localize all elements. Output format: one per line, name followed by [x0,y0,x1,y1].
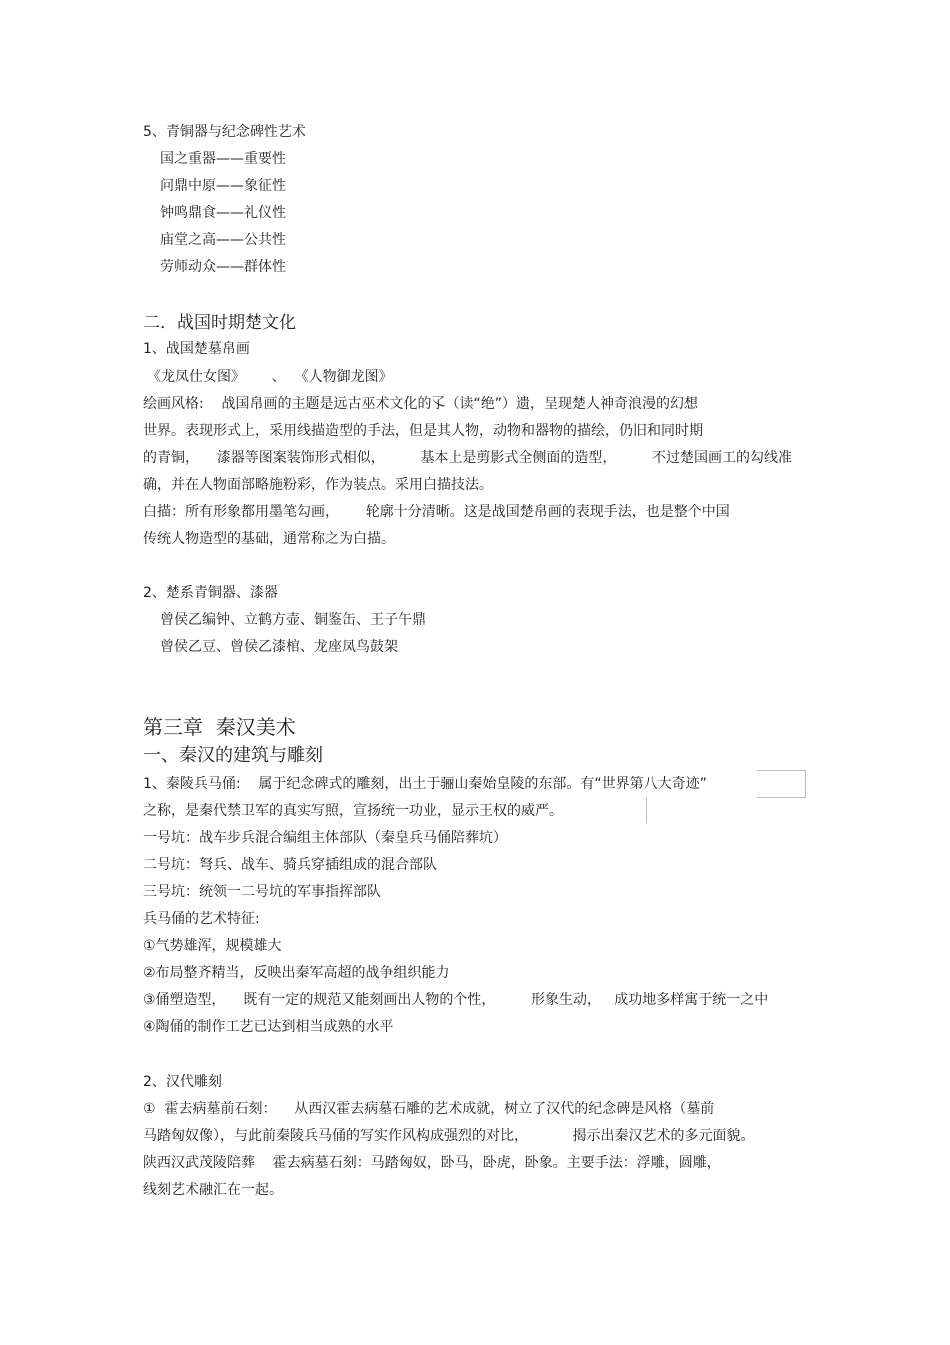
list-item: 曾侯乙编钟、立鹤方壶、铜鉴缶、王子午鼎 [160,612,426,628]
section-heading-chu: 二．战国时期楚文化 [143,313,296,333]
paragraph-line: 白描：所有形象都用墨笔勾画， 轮廓十分清晰。这是战国楚帛画的表现手法，也是整个中国 [143,504,730,520]
paragraph-line: 之称，是秦代禁卫军的真实写照，宣扬统一功业，显示王权的威严。 [143,803,563,819]
paragraph-line: 1、秦陵兵马俑: 属于纪念碑式的雕刻，出土于骊山秦始皇陵的东部。有“世界第八大奇迹” [143,776,707,792]
list-item: ③俑塑造型， 既有一定的规范又能刻画出人物的个性， 形象生动， 成功地多样寓于统一之中 [143,992,769,1008]
list-item: ②布局整齐精当，反映出秦军高超的战争组织能力 [143,965,450,981]
subheading-chu-bronze: 2、楚系青铜器、漆器 [143,585,278,601]
subheading-han-sculpture: 2、汉代雕刻 [143,1074,222,1090]
list-item: 问鼎中原——象征性 [160,178,286,194]
list-item: ①气势雄浑，规模雄大 [143,938,282,954]
paragraph-line: 绘画风格: 战国帛画的主题是远古巫术文化的孓（读“绝”）遗，呈现楚人神奇浪漫的幻想 [143,396,699,412]
section-heading-qin-han: 一、秦汉的建筑与雕刻 [143,745,323,766]
works-list: 《龙凤仕女图》 、 《人物御龙图》 [147,369,393,385]
list-item: ④陶俑的制作工艺已达到相当成熟的水平 [143,1019,394,1035]
chapter-title: 第三章 秦汉美术 [143,715,296,739]
paragraph-line: 一号坑：战车步兵混合编组主体部队（秦皇兵马俑陪葬坑） [143,830,507,846]
subheading-silk-painting: 1、战国楚墓帛画 [143,341,250,357]
list-item: 劳师动众——群体性 [160,259,286,275]
paragraph-line: 确，并在人物面部略施粉彩，作为装点。采用白描技法。 [143,477,493,493]
list-item: 钟鸣鼎食——礼仪性 [160,205,286,221]
section-title-bronze: 5、青铜器与纪念碑性艺术 [143,124,306,140]
list-item: 国之重器——重要性 [160,151,286,167]
paragraph-line: 世界。表现形式上，采用线描造型的手法，但是其人物，动物和器物的描绘，仍旧和同时期 [143,423,703,439]
paragraph-line: 兵马俑的艺术特征: [143,911,260,927]
paragraph-line: 陕西汉武茂陵陪葬 霍去病墓石刻：马踏匈奴，卧马，卧虎，卧象。主要手法：浮雕，圆雕， [143,1155,721,1171]
paragraph-line: 二号坑：弩兵、战车、骑兵穿插组成的混合部队 [143,857,437,873]
paragraph-line: 线刻艺术融汇在一起。 [143,1182,283,1198]
paragraph-line: 的青铜， 漆器等图案装饰形式相似， 基本上是剪影式全侧面的造型， 不过楚国画工的勾线准 [143,450,793,466]
paragraph-line: 传统人物造型的基础，通常称之为白描。 [143,531,395,547]
paragraph-line: ① 霍去病墓前石刻： 从西汉霍去病墓石雕的艺术成就，树立了汉代的纪念碑是风格（墓前 [143,1101,715,1117]
list-item: 庙堂之高——公共性 [160,232,286,248]
paragraph-line: 马踏匈奴像），与此前秦陵兵马俑的写实作风构成强烈的对比， 揭示出秦汉艺术的多元面貌。 [143,1128,755,1144]
text-frame-border [646,797,647,823]
text-frame-border [757,770,806,798]
paragraph-line: 三号坑：统领一二号坑的军事指挥部队 [143,884,381,900]
list-item: 曾侯乙豆、曾侯乙漆棺、龙座凤鸟鼓架 [160,639,398,655]
